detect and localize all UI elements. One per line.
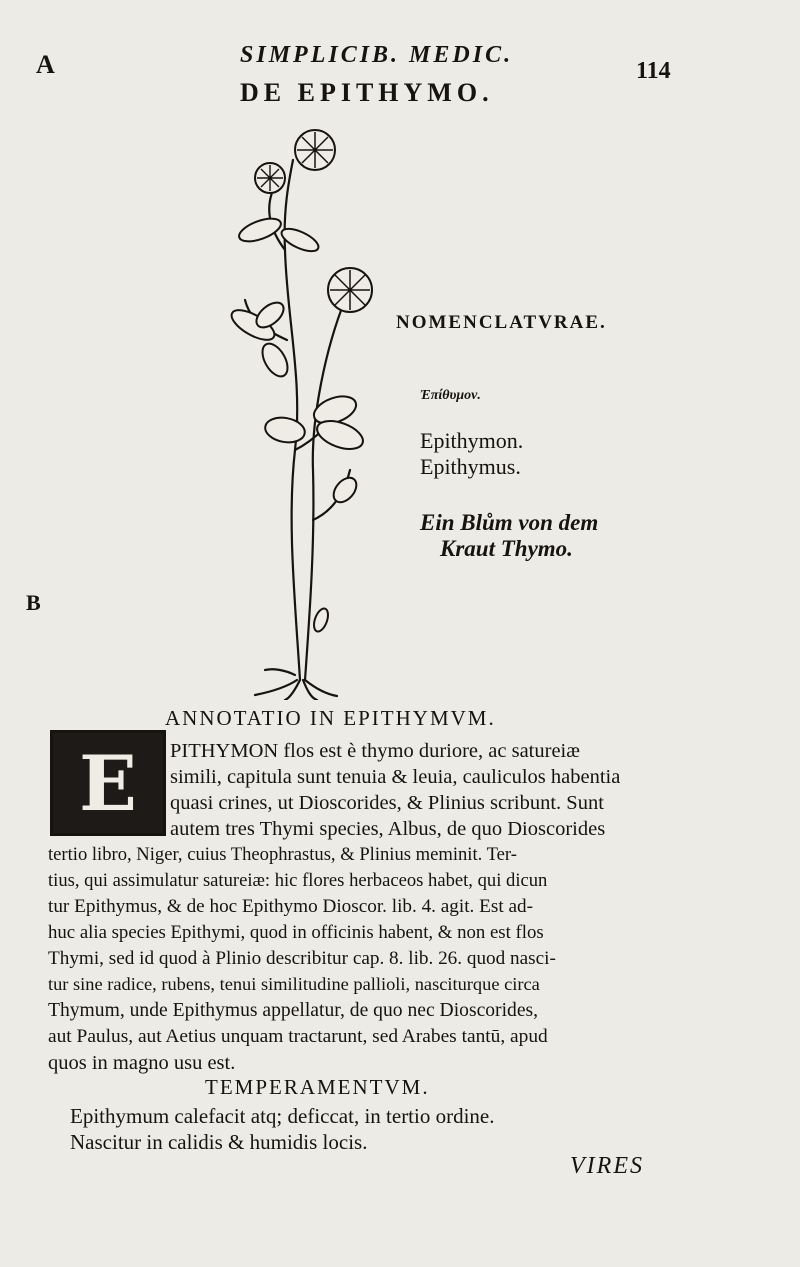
temperamentum-heading: TEMPERAMENTVM.	[205, 1075, 430, 1099]
temperamentum-line: Nascitur in calidis & humidis locis.	[70, 1130, 368, 1154]
folio-number: 114	[636, 58, 671, 84]
decorated-initial	[50, 730, 166, 836]
annotatio-line: tur Epithymus, & de hoc Epithymo Dioscor. lib. 4. agit. Est ad-	[48, 896, 533, 917]
leaf	[329, 473, 361, 506]
flower-head	[328, 268, 372, 312]
signature-b: B	[26, 590, 41, 615]
annotatio-line: Thymum, unde Epithymus appellatur, de quo nec Dioscorides,	[48, 1000, 539, 1021]
running-head: SIMPLICIB. MEDIC.	[240, 42, 514, 68]
annotatio-line: tertio libro, Niger, cuius Theophrastus, & Plinius meminit. Ter-	[48, 844, 517, 865]
annotatio-line: quasi crines, ut Dioscorides, & Plinius scribunt. Sunt	[170, 792, 604, 814]
annotatio-line: simili, capitula sunt tenuia & leuia, cauliculos habentia	[170, 766, 621, 788]
annotatio-line: Thymi, sed id quod à Plinio describitur cap. 8. lib. 26. quod nasci-	[48, 948, 556, 969]
leaf	[263, 415, 307, 446]
flower-head	[255, 163, 285, 193]
annotatio-line: aut Paulus, aut Aetius unquam tractarunt, sed Arabes tantū, apud	[48, 1026, 548, 1047]
catchword: VIRES	[570, 1153, 644, 1179]
leaf	[257, 339, 292, 380]
annotatio-line: huc alia species Epithymi, quod in officinis habent, & non est flos	[48, 922, 544, 943]
annotatio-line: tur sine radice, rubens, tenui similitudine pallioli, nasciturque circa	[48, 974, 540, 994]
nomenclature-heading: NOMENCLATVRAE.	[396, 312, 607, 333]
initial-letter: E	[79, 738, 137, 828]
plant-illustration	[225, 120, 405, 700]
annotatio-line: autem tres Thymi species, Albus, de quo Dioscorides	[170, 818, 606, 840]
temperamentum-line: Epithymum calefacit atq; deficcat, in tertio ordine.	[70, 1104, 495, 1128]
page-title: DE EPITHYMO.	[240, 78, 494, 107]
greek-name: Ἐπίθυμον.	[420, 388, 481, 403]
annotatio-heading: ANNOTATIO IN EPITHYMVM.	[165, 706, 496, 730]
flower-head	[295, 130, 335, 170]
annotatio-line: quos in magno usu est.	[48, 1052, 236, 1074]
annotatio-line: tius, qui assimulatur satureiæ: hic flores herbaceos habet, qui dicun	[48, 870, 548, 891]
leaf	[236, 214, 284, 246]
german-name-1: Ein Blům von dem	[420, 510, 599, 535]
latin-name-2: Epithymus.	[420, 454, 521, 479]
german-name-2: Kraut Thymo.	[440, 536, 573, 561]
annotatio-line: PITHYMON flos est è thymo duriore, ac satureiæ	[170, 740, 580, 762]
signature-a: A	[36, 50, 55, 79]
latin-name-1: Epithymon.	[420, 428, 524, 453]
leaf	[311, 607, 330, 634]
